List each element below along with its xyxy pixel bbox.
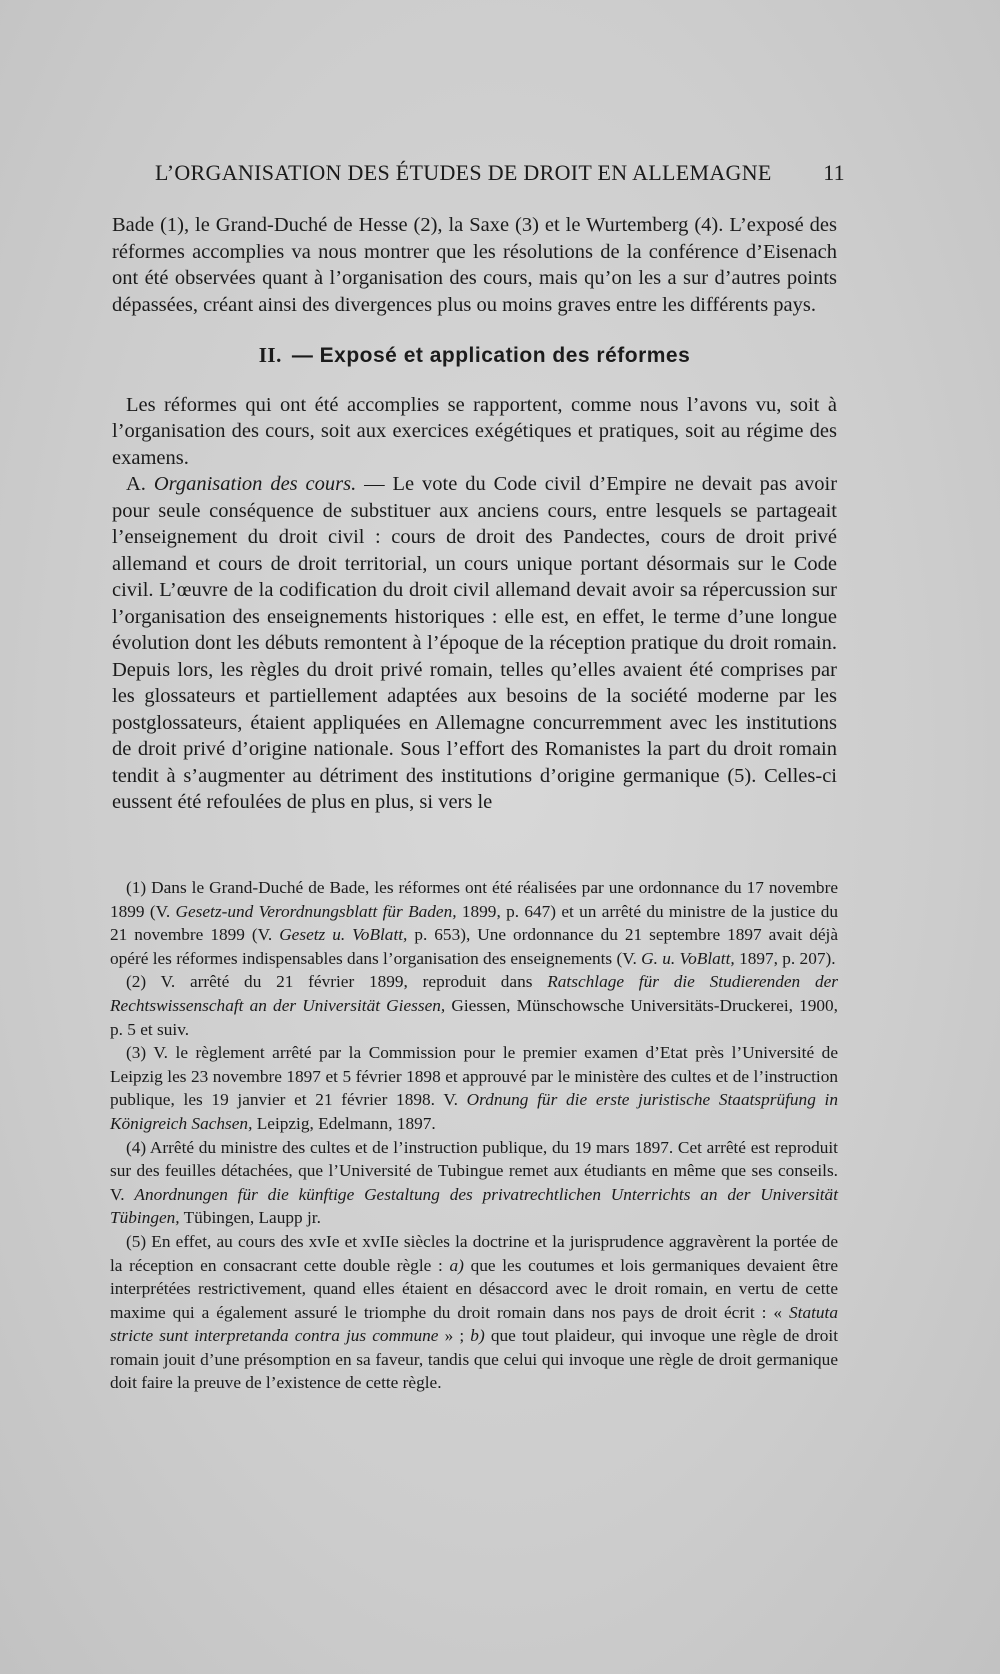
footnote-3: (3) V. le règlement arrêté par la Commission pour le premier examen d’Etat près l’Université de Leipzig les 23 novembre 1897 et 5 février 1898 et approuvé par le ministère des cultes et de l’instruction publique, les 19 janvier et 21 février 1898. V. Ordnung für die erste juristische Staatsprüfung in Königreich Sachsen, Leipzig, Edelmann, 1897.: [110, 1043, 838, 1133]
paragraph-organisation-text: — Le vote du Code civil d’Empire ne devait pas avoir pour seule conséquence de substituer aux anciens cours, entre lesquels se partageait l’enseignement du droit civil : cours de droit des Pandectes, cours de droit privé allemand et cours de droit territorial, un cours unique portant désormais sur le Code civil. L’œuvre de la codification du droit civil allemand devait avoir sa répercussion sur l’organisation des enseignements historiques : elle est, en effet, le terme d’une longue évolution dont les débuts remontent à l’époque de la réception pratique du droit romain. Depuis lors, les règles du droit privé romain, telles qu’elles avaient été comprises par les glossateurs et partiellement adaptées aux besoins de la société moderne par les postglossateurs, étaient appliquées en Allemagne concurremment avec les institutions de droit privé d’origine nationale. Sous l’effort des Romanistes la part du droit romain tendit à s’augmenter au détriment des institutions d’origine germanique (5). Celles-ci eussent été refoulées de plus en plus, si vers le: [112, 473, 838, 813]
section-number: II.: [258, 343, 282, 367]
subsection-letter: A.: [126, 473, 146, 495]
paragraph-reforms: Les réformes qui ont été accomplies se rapportent, comme nous l’avons vu, soit à l’organisation des cours, soit aux exercices exégétiques et pratiques, soit au régime des examens.: [112, 393, 837, 469]
footnote-2: (2) V. arrêté du 21 février 1899, reproduit dans Ratschlage für die Studierenden der Rechtswissenschaft an der Universität Giessen, Giessen, Münschowsche Universitäts-Druckerei, 1900, p. 5 et suiv.: [110, 972, 838, 1039]
footnote-5: (5) En effet, au cours des xvIe et xvIIe siècles la doctrine et la jurisprudence aggravèrent la portée de la réception en consacrant cette double règle : a) que les coutumes et lois germaniques devaient être interprétées restrictivement, quand elles étaient en désaccord avec le droit romain, en vertu de cette maxime qui a également assuré le triomphe du droit romain dans nos pays de droit écrit : « Statuta stricte sunt interpretanda contra jus commune » ; b) que tout plaideur, qui invoque une règle de droit romain jouit d’une présomption en sa faveur, tandis que celui qui invoque une règle de droit germanique doit faire la preuve de l’existence de cette règle.: [110, 1231, 839, 1393]
footnote-1: (1) Dans le Grand-Duché de Bade, les réformes ont été réalisées par une ordonnance du 17 novembre 1899 (V. Gesetz-und Verordnungsblatt für Baden, 1899, p. 647) et un arrêté du ministre de la justice du 21 novembre 1899 (V. Gesetz u. VoBlatt, p. 653), Une ordonnance du 21 septembre 1897 avait déjà opéré les réformes indispensables dans l’organisation des enseignements (V. G. u. VoBlatt, 1897, p. 207).: [110, 878, 839, 968]
footnotes: [110, 876, 838, 1395]
running-title: L’ORGANISATION DES ÉTUDES DE DROIT EN ALLEMAGNE: [155, 160, 772, 185]
paragraph-organisation: [112, 471, 837, 816]
page-number: 11: [823, 160, 845, 185]
subsection-title: Organisation des cours.: [153, 473, 357, 495]
main-text: [112, 212, 837, 816]
footnote-4: (4) Arrêté du ministre des cultes et de l’instruction publique, du 19 mars 1897. Cet arrêté est reproduit sur des feuilles détachées, que l’Université de Tubingue remet aux étudiants en même que ses conseils. V. Anordnungen für die künftige Gestaltung des privatrechtlichen Unterrichts an der Universität Tübingen, Tübingen, Laupp jr.: [110, 1137, 838, 1228]
section-heading: [112, 342, 837, 370]
section-title: — Exposé et application des réformes: [291, 344, 691, 367]
paragraph-intro: Bade (1), le Grand-Duché de Hesse (2), la Saxe (3) et le Wurtemberg (4). L’exposé des réformes accomplies va nous montrer que les résolutions de la conférence d’Eisenach ont été observées quant à l’organisation des cours, mais qu’on les a sur d’autres points dépassées, créant ainsi des divergences plus ou moins graves entre les différents pays.: [112, 214, 837, 316]
